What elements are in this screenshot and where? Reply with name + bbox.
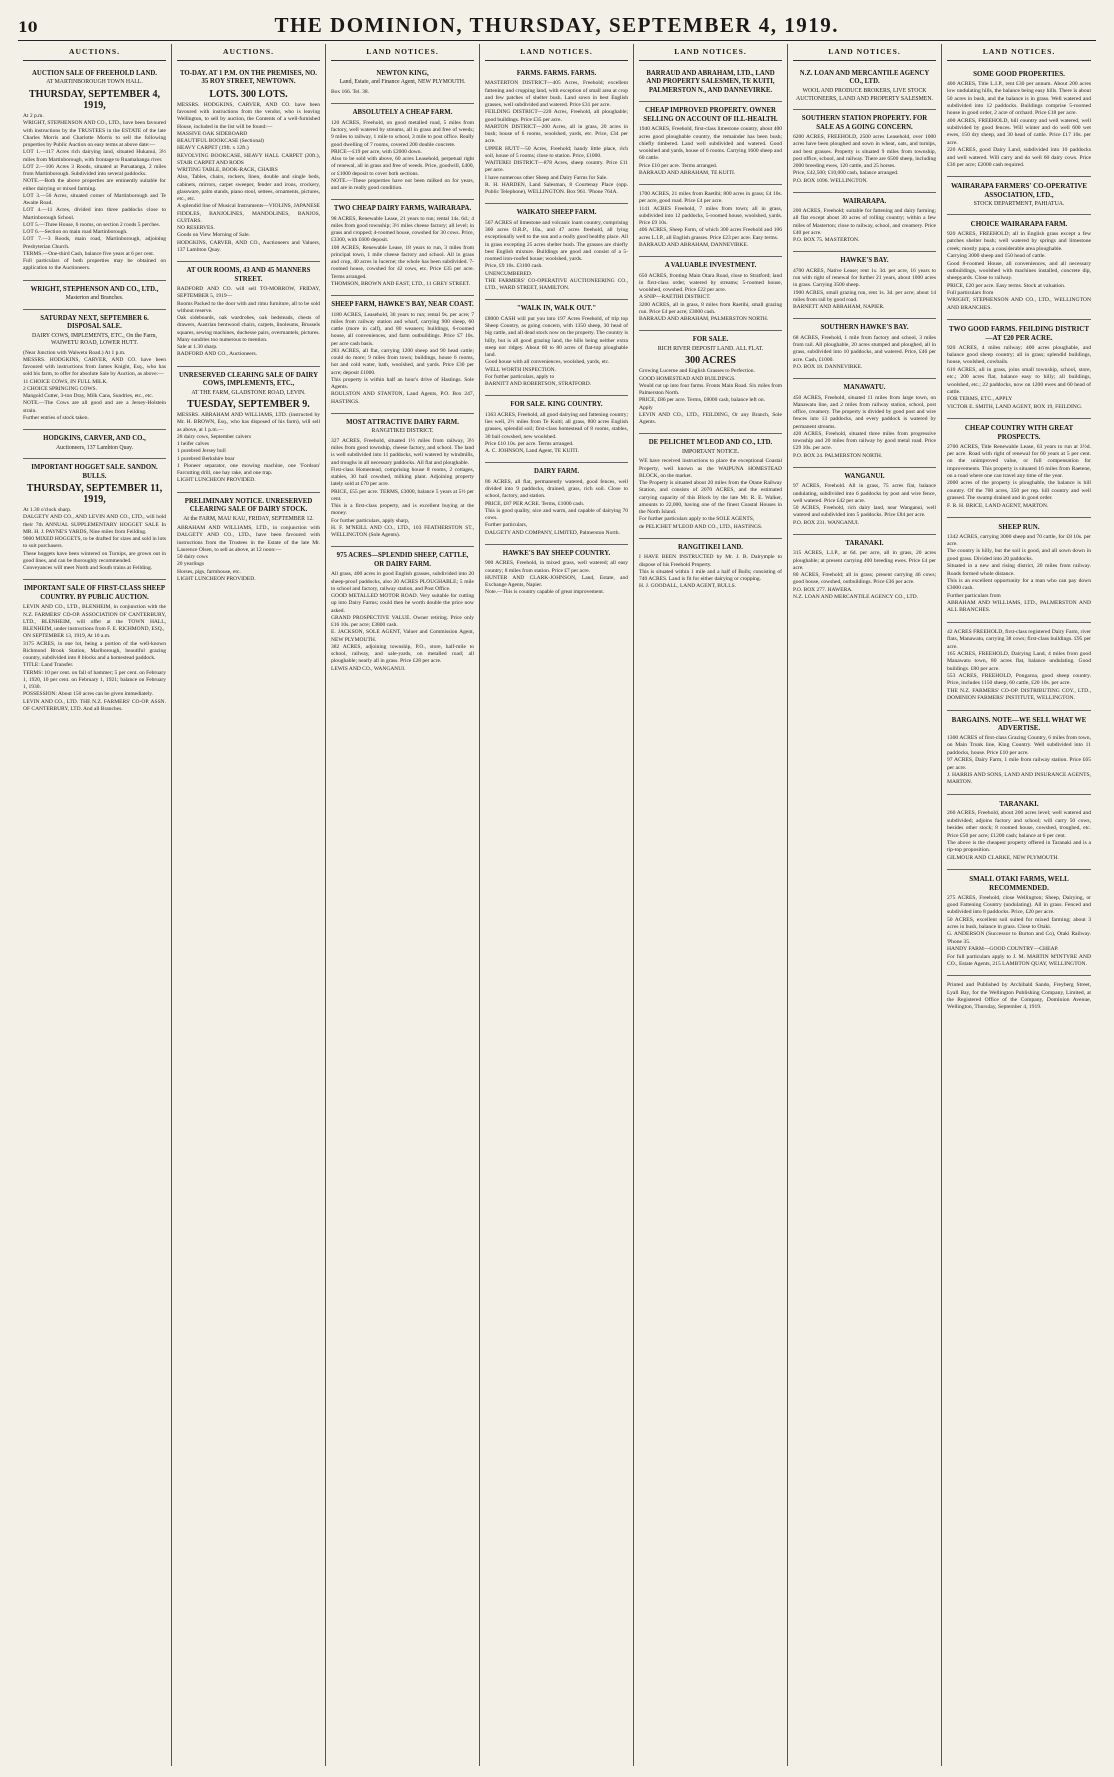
ad-body: (Near Junction with Waiwetu Road.) At 1 p.m. MESSRS. HODGKINS, CARVER, AND CO. have been favoured with instructions from James Knight, Esq., who has sold his farm, to offer for absolute Sale by Auction, as above:— 11 CHOICE COWS, IN FULL MILK. 2 CHOICE SPRINGING COWS. Mangold Cutter, 3-ton Dray, Milk Cans, Sundries, etc., etc. NOTE.—The Cows are all good and are a Jersey-Holstein strain. Further entries of stock taken. [23,349,166,421]
ad-body: 120 ACRES, Freehold, on good metalled road, 5 miles from factory, well watered by streams, all in grass and free of weeds; 9 miles to railway, 1 mile to school, 3 mile to post office. Really good dwelling of 7 rooms, covered 200 double concrete. PRICE—£19 per acre, with £2000 down. Also to be sold with above, 60 acres Leasehold, perpetual right of renewal, all in grass and free of weeds. Price, goodwill, £400, or £1000 deposit to cover both sections. NOTE.—These properties have not been milked on for years, and are in really good condition. [331,119,474,191]
ad-subheading: RANGITIKEI DISTRICT. [371,428,434,435]
advertisement [947,518,1091,623]
advertisement [23,580,166,720]
ad-heading: NEWTON KING, [376,70,429,77]
advertisement [177,493,320,591]
ad-body: 1180 ACRES, Leasehold, 36 years to run; rental 9s. per acre; 7 miles from railway station and wharf, carrying 900 sheep, 60 cattle (more in calf), and 80 weaners; buildings, 6-roomed house, all conveniences, and farm outbuildings. Price £7 10s. per acre cash basis. 283 ACRES, all flat, carrying 1200 sheep and 90 head cattle; could do more; 9 miles from town; buildings, house 6 rooms, hot and cold water, bath, woolshed, and yards. Price £30 per acre; deposit £1000. This property is within half an hour's drive of Hastings. Sole Agents. ROULSTON AND STANTON, Land Agents, P.O. Box 247, HASTINGS. [331,311,474,405]
ad-heading: HAWKE'S BAY SHEEP COUNTRY. [502,549,611,557]
ad-heading: UNRESERVED CLEARING SALE OF DAIRY COWS, IMPLEMENTS, ETC., [178,371,318,388]
ad-body: 1940 ACRES, Freehold, first-class limestone country, about 400 acres good ploughable country, the remainder has been bush; chiefly timbered. Land well subdivided and watered. Good woolshed and yards, house of 6 rooms. Carrying 1600 sheep and 60 cattle. Price £10 per acre. Terms arranged. BARRAUD AND ABRAHAM, TE KUITI. [639,126,782,176]
ad-subheading: AT THE FARM, GLADSTONE ROAD, LEVIN. [191,389,306,396]
advertisement [331,547,474,679]
column-heading: LAND NOTICES. [639,44,782,61]
ad-heading: IMPORTANT HOGGET SALE. SANDON. BULLS. [31,464,158,480]
ad-body: Box 166. Tel. 38. [331,89,370,96]
ad-heading: ABSOLUTELY A CHEAP FARM. [352,109,453,117]
advertisement [485,396,628,463]
advertisement [793,319,936,379]
ad-body: 920 ACRES, 4 miles railway; 400 acres ploughable, and balance good sheep country; all in grass; splendid buildings, house, woolshed, cowbails. 610 ACRES, all in grass, joins small township, school, store, etc.; 200 acres flat, balance easy to hilly; all buildings, woolshed, etc.; 22 paddocks, now on 1200 ewes and 60 head of cattle. FOR TERMS, ETC., APPLY VICTOR E. SMITH, LAND AGENT, BOX 19, FEILDING. [947,344,1091,410]
advertisement [793,110,936,193]
advertisement [639,65,782,102]
column-heading: LAND NOTICES. [947,44,1091,61]
ad-heading: RANGITIKEI LAND. [678,543,743,551]
advertisement [331,65,474,104]
ad-heading: WAIKATO SHEEP FARM. [516,209,597,217]
ad-heading: SHEEP FARM, HAWKE'S BAY, NEAR COAST. [331,301,474,309]
advertisement [177,367,320,493]
advertisement [639,102,782,185]
ad-heading: WRIGHT, STEPHENSON AND CO., LTD., [30,285,159,293]
ad-heading: DE PELICHET M'LEOD AND CO., LTD. [648,439,773,447]
ad-heading: N.Z. LOAN AND MERCANTILE AGENCY CO., LTD. [799,70,930,86]
newspaper-column [480,44,634,1766]
ad-body: RADFORD AND CO. will sell TO-MORROW, FRIDAY, SEPTEMBER 5, 1919— Rooms Packed to the door with and rimu furniture, all to be sold without reserve. Oak sideboards, oak wardrobes, oak bedsteads, chests of drawers, Austrian bentwood chairs, carpets, linoleums, Brussels squares, sewing machines, duchesse pairs, overmantels, pictures. Many sundries too numerous to mention. Sale at 1.30 sharp. RADFORD AND CO., Auctioneers. [177,286,320,358]
advertisement [23,310,166,431]
advertisement [947,215,1091,320]
ad-heading: A VALUABLE INVESTMENT. [664,262,757,270]
advertisement [331,200,474,296]
ad-body: £8000 CASH will put you into 197 Acres Freehold, of trip top Sheep Country, as going concern, with 1350 sheep, 30 head of big cattle, and all dead stock now on the property. The country is hilly, but is all good grazing land, the hills being neither extra steep nor ridgey. About 60 to 80 acres of flat-top ploughable land. Good house with all conveniences, woolshed, yards, etc. WELL WORTH INSPECTION. For further particulars, apply to BARNITT AND ROBERTSON, STRATFORD. [485,315,628,388]
ad-body: 650 ACRES, fronting Main Otara Road, close to Stratford; land in first-class order, watered by streams; 5-roomed house, woolshed, cowshed. Price £22 per acre. A SNIP—RAETIHI DISTRICT. 3200 ACRES, all in grass, 8 miles from Raetihi, small grazing run. Price £4 per acre; £3000 cash. BARRAUD AND ABRAHAM, PALMERSTON NORTH. [639,272,782,323]
advertisement [947,419,1091,518]
ad-body: WE have received instructions to place the exceptional Coastal Property, well known as the WAIPUNA HOMESTEAD BLOCK, on the market. The Property is situated about 20 miles from the Otane Railway Station, and consists of 2070 ACRES, and the estimated carrying capacity of this Block by the late Mr. R. E. Walker, amounts to 22,000, having one of the finest Coastal Houses in the North Island. For further particulars apply to the SOLE AGENTS, de PELICHET M'LEOD AND CO., LTD., HASTINGS. [639,458,782,530]
ad-subheading: AT MARTINBOROUGH TOWN HALL. [46,79,143,86]
advertisement [485,463,628,544]
ad-heading: AUCTION SALE OF FREEHOLD LAND. [32,70,157,77]
advertisement [793,252,936,319]
ad-heading: BARRAUD AND ABRAHAM, LTD., LAND AND PROPERTY SALESMEN, TE KUITI, PALMERSTON N., AND DANNEVIRKE. [646,70,775,94]
advertisement [793,193,936,253]
ad-heading: CHEAP IMPROVED PROPERTY. OWNER SELLING ON ACCOUNT OF ILL-HEALTH. [643,107,778,123]
ad-heading: SOUTHERN HAWKE'S BAY. [820,324,909,332]
ad-body: MASTERTON DISTRICT—405 Acres, Freehold; excellent fattening and cropping land, with exception of small area at crop and few patches of shelter bush. Land sown in best English grasses, well subdivided and watered. Price £31 per acre. FEILDING DISTRICT—220 Acres, Freehold, all ploughable; good buildings. Price £35 per acre. MARTON DISTRICT—200 Acres, all in grass, 20 acres in bush; house of 6 rooms, woolshed, yards, etc. Price, £34 per acre. UPPER HUTT—50 Acres, Freehold; handy little place, rich soil, house of 5 rooms; close to station. Price, £1000. WAITEREI DISTRICT—878 Acres, sheep country. Price £11 per acre. I have numerous other Sheep and Dairy Farms for Sale. R. H. HARDEN, Land Salesman, 8 Courtenay Place (opp. Public Telephone), WELLINGTON. Box 961. 'Phone 764A. [485,80,628,196]
newspaper-column [788,44,942,1766]
ad-body: 450 ACRES, Freehold, situated 11 miles from large town, on Manawatu line, and 2 miles from railway station, school, post office, creamery. The property is divided by good post and wire fences into 13 paddocks, and every paddock is watered by permanent streams. 420 ACRES, Freehold, situated three miles from progressive township and 20 miles from railway by good metal road. Price £29 10s. per acre. P.O. BOX 24. PALMERSTON NORTH. [793,394,936,459]
ad-heading: FARMS. FARMS. FARMS. [516,70,597,77]
ad-heading: TWO CHEAP DAIRY FARMS, WAIRARAPA. [333,205,472,213]
ad-body: 920 ACRES, FREEHOLD; all in English grass except a few patches shelter bush; well watered by springs and limestone creek; mostly papa, a considerable area ploughable. Carrying 3000 sheep and 150 head of cattle. Good 8-roomed House, all conveniences, and all necessary outbuildings, woolshed with machines installed, concrete dip, sheepyards. Close to railway. PRICE, £20 per acre. Easy terms. Stock at valuation. Full particulars from WRIGHT, STEPHENSON AND CO., LTD., WELLINGTON AND BRANCHES. [947,231,1091,311]
ad-body: 42 ACRES FREEHOLD, first-class registered Dairy Farm, river flats, Manawatu, carrying 38 cows; first-class buildings. £95 per acre. 165 ACRES, FREEHOLD, Dairying Land, 4 miles from good Manawatu town, 80 acres flat, balance undulating. Good buildings. £80 per acre. 553 ACRES, FREEHOLD, Pongaroa, good sheep country. Price, includes 1150 sheep, 60 cattle, £20 10s. per acre. THE N.Z. FARMERS' CO-OP. DISTRIBUTING COY., LTD., DOMINION FARMERS' INSTITUTE, WELLINGTON. [947,628,1092,702]
ad-body: At 1.30 o'clock sharp. DALGETY AND CO., AND LEVIN AND CO., LTD., will hold their 7th ANNUAL SUPPLEMENTARY HOGGET SALE In MR. H. J. PAYNE'S YARDS, Nine miles from Feilding. 9000 MIXED HOGGETS, to be drafted for sizes and sold in lots to suit purchasers. These hoggets have been wintered on Turnips, are grown out in good lines, and can be thoroughly recommended. Conveyances will meet North and South trains at Feilding. [23,507,166,572]
ad-date-line: 300 ACRES [685,355,736,367]
ad-heading: CHEAP COUNTRY WITH GREAT PROSPECTS. [964,424,1074,441]
advertisement [639,331,782,434]
advertisement [331,296,474,414]
ad-body: 567 ACRES of limestone and volcanic loam country, comprising 360 acres O.R.P., 10a., and 47 acres freehold, all lying exceptionally well to the sun and a really good healthy place. All in grass excepting 25 acres shelter bush. The grasses are chiefly best English mixture. Buildings are good and consist of a 5-roomed iron-roofed house; woolshed, yards. Price, £9 10s. £3100 cash. UNENCUMBERED. THE FARMERS' CO-OPERATIVE AUCTIONEERING CO., LTD., WARD STREET, HAMILTON. [485,219,628,292]
advertisement [331,414,474,548]
column-heading: LAND NOTICES. [793,44,936,61]
newspaper-title: THE DOMINION, THURSDAY, SEPTEMBER 4, 1919. [274,13,840,37]
ad-body: 200 ACRES, Freehold; suitable for fattening and dairy farming; all flat except about 30 acres of rolling country; within a few miles of Masterton; close to railway, school, and creamery. Price £40 per acre. P.O. BOX 75. MASTERTON. [793,208,936,244]
ad-body: 1342 ACRES, carrying 3000 sheep and 70 cattle, for £8 10s. per acre. The country is hilly, but the soil is good, and all sown down in good grass. Divided into 20 paddocks. Situated in a new and rising district, 20 miles from railway. Roads formed whole distance. This is an excellent opportunity for a man who can pay down £3000 cash. Further particulars from ABRAHAM AND WILLIAMS, LTD., PALMERSTON AND ALL BRANCHES. [947,533,1091,614]
advertisement [947,976,1091,1019]
ad-subheading: IMPORTANT NOTICE. [681,448,740,455]
ad-heading: PRELIMINARY NOTICE. UNRESERVED CLEARING SALE OF DAIRY STOCK. [184,497,313,514]
advertisement [639,257,782,331]
ad-body: 98 ACRES, Renewable Lease, 21 years to run; rental 14s. 6d.; 4 miles from good township; 3½ miles cheese factory; all level; in grass and cropped; 4-roomed house, cowshed for 30 cows. Price, £3300, with £600 deposit. 108 ACRES, Renewable Lease, 18 years to run, 3 miles from principal town, 1 mile cheese factory and school. All in grass and crop, 40 acres in lucerne; the whole has been subdivided. 7-roomed house, cowshed for 42 cows, etc. Price £35 per acre. Terms arranged. THOMSON, BROWN AND EAST, LTD., 11 GREY STREET. [331,215,474,287]
ad-date-line: LOTS. 300 LOTS. [209,88,288,100]
ad-subheading: At the FARM, MAU KAU, FRIDAY, SEPTEMBER 12. [183,515,314,522]
ad-heading: TARANAKI. [999,799,1039,808]
ad-heading: WANGANUI. [844,472,885,480]
advertisement [23,430,166,459]
advertisement [947,320,1091,419]
ad-heading: HAWKE'S BAY. [840,257,889,265]
ad-body: MESSRS. ABRAHAM AND WILLIAMS, LTD. (instructed by Mr. H. BROWN, Esq., who has disposed of his farm), will sell as above, at 1 p.m.— 28 dairy cows, September calvers 1 heifer calves 1 purebred Jersey bull 1 purebred Berkshire boar 1 Pioneer separator, one mowing machine, one 'Fordson' Farcutting drill, one hay rake, and one trap. LIGHT LUNCHEON PROVIDED. [177,412,320,484]
newspaper-column [634,44,788,1766]
advertisement [793,65,936,110]
ad-heading: MANAWATU. [843,384,886,392]
ad-heading: BARGAINS. NOTE—WE SELL WHAT WE ADVERTISE. [951,715,1087,733]
advertisement [485,300,628,396]
advertisement [23,459,166,580]
ad-heading: AT OUR ROOMS, 43 AND 45 MANNERS STREET. [186,267,311,283]
advertisement [639,539,782,598]
advertisement [639,434,782,539]
ad-date-line: THURSDAY, SEPTEMBER 4, 1919, [29,89,160,112]
column-heading: AUCTIONS. [23,44,166,61]
ad-heading: DAIRY FARM. [533,468,580,476]
ad-body: LEVIN AND CO., LTD., BLENHEIM, in conjunction with the N.Z. FARMERS' CO-OP. ASSOCIATION OF CANTERBURY, LTD., BLENHEIM, will offer at the TOWN HALL, BLENHEIM, under instructions from F. E. RICHMOND, ESQ., ON SEPTEMBER 13, 1919, At 10 a.m. 3175 ACRES, in one lot, being a portion of the well-known Richmond Brook Station, Marlborough, beautiful grazing country, subdivided into 8 blocks and a homestead paddock. TITLE: Land Transfer. TERMS: 10 per cent. on fall of hammer; 5 per cent. on February 1, 1920, 10 per cent. on February 1, 1921; balance on February 1, 1930. POSSESSION: About 150 acres can be given immediately. LEVIN AND CO., LTD. THE N.Z. FARMERS' CO-OP. ASSN. OF CANTERBURY, LTD. And all Branches. [23,604,166,712]
advertisement [639,185,782,257]
advertisement [947,711,1091,795]
advertisement [177,262,320,366]
newspaper-column [942,44,1096,1766]
ad-heading: SOUTHERN STATION PROPERTY. FOR SALE AS A GOING CONCERN. [801,115,928,131]
advertisement [23,65,166,281]
ad-heading: SHEEP RUN. [998,522,1040,531]
ad-heading: SMALL OTAKI FARMS, WELL RECOMMENDED. [969,875,1069,892]
column-heading: AUCTIONS. [177,44,320,61]
ad-body: 327 ACRES, Freehold, situated 1½ miles from railway, 3½ miles from good township, cheese factory, and school. The land is well subdivided into 11 paddocks, well watered by windmills, and troughs in all necessary paddocks. All flat and ploughable. First-class Homestead, comprising house 8 rooms, 2 cottages, stables, 30 bail cowshed, milking plant. Adjoining property lately sold at £70 per acre. PRICE, £55 per acre. TERMS, £3000, balance 5 years at 5½ per cent. This is a first-class property, and is excellent buying at the money. For further particulars, apply sharp, H. F. M'NEILL AND CO., LTD., 103 FEATHERSTON ST., WELLINGTON (Sole Agents). [331,437,474,539]
advertisement [23,281,166,310]
ad-heading: 975 ACRES—SPLENDID SHEEP, CATTLE, OR DAIRY FARM. [336,552,469,568]
ad-heading: SOME GOOD PROPERTIES. [973,70,1065,78]
newspaper-column [18,44,172,1766]
ad-subheading: RICH RIVER DEPOSIT LAND. ALL FLAT. [657,345,764,352]
ad-subheading: WOOL AND PRODUCE BROKERS, LIVE STOCK AUCTIONEERS, LAND AND PROPERTY SALESMEN. [796,87,933,102]
masthead [18,6,1096,41]
ad-heading: WAIRARAPA FARMERS' CO-OPERATIVE ASSOCIATION, LTD., [950,182,1088,199]
ad-body: ABRAHAM AND WILLIAMS, LTD., in conjunction with DALGETY AND CO., LTD., have been favoured with instructions from the Trustees in the Estate of the late Mr. Laurence Olsen, to sell as above, at 12 noon:— 50 dairy cows 20 yearlings Horses, pigs, farmhouse, etc. LIGHT LUNCHEON PROVIDED. [177,525,320,582]
ad-body: 400 ACRES, Title L.I.P., rent £30 per annum. About 200 acres low undulating hills, the balance being easy hills. There is about 50 acres in bush, and the balance is in grass. Well watered and subdivided into 12 paddocks. Buildings comprise 5-roomed house in good order, 2 acre of orchard. Price £18 per acre. 400 ACRES, FREEHOLD, hill country and well watered, well subdivided by good fences. Will winter and do well 600 wet ewes, 150 dry sheep, and 30 head of cattle. Price £17 10s. per acre. 220 ACRES, good Dairy Land, subdivided into 10 paddocks and well watered. Will carry and do well 60 dairy cows. Price £36 per acre; £2000 cash required. [947,80,1091,168]
newspaper-column [326,44,480,1766]
advertisement [947,177,1091,215]
ad-heading: "WALK IN, WALK OUT." [516,305,597,313]
ad-body: MESSRS. HODGKINS, CARVER, AND CO. have been favoured with instructions from the vendor, who is leaving Wellington, to sell by auction, the Contents of a well-furnished House, included in the list will be found:— MASSIVE OAK SIDEBOARD BEAUTIFUL BOOKCASE (Sectional) HEAVY CARPET (19ft. x 12ft.) REVOLVING BOOKCASE, HEAVY HALL CARPET (20ft.), STAIR CARPET AND RODS WRITING TABLE, BOOK-RACK, CHAIRS Also, Tables, chairs, rockers, linen, double and single beds, cabinets, mirrors, carpet sweeper, fender and irons, crockery, glassware, palm stands, piano stool, settees, ornaments, pictures, etc., etc. A splendid line of Musical Instruments—VIOLINS, JAPANESE FIDDLES, BANJOLINES, MANDOLINES, BANJOS, GUITARS. NO RESERVES. Goods on View Morning of Sale. HODGKINS, CARVER, AND CO., Auctioneers and Valuers, 137 Lambton Quay. [177,101,320,253]
ad-body: Printed and Published by Archibald Sando, Freyberg Street, Lyall Bay, for the Wellington Publishing Company, Limited, at the Registered Office of the Company, Dominion Avenue, Wellington, Thursday, September 4, 1919. [947,982,1091,1011]
ad-heading: FOR SALE. [692,336,729,344]
ad-body: 97 ACRES, Freehold. All in grass, 75 acres fiat, balance undulating, subdivided into 6 paddocks by post and wire fence, well watered. Price £42 per acre. 50 ACRES, Freehold, rich dairy land, near Wanganui, well watered and subdivided into 5 paddocks. Price £84 per acre. P.O. BOX 231. WANGANUI. [793,483,936,526]
ad-body: 275 ACRES, Freehold, close Wellington; Sheep, Dairying, or good Fattening Country (undulating). All in grass. Fenced and subdivided into 8 paddocks. Price, £20 per acre. 50 ACRES, excellent soil suited for mixed farming; about 3 acres in bush, balance in grass. Close to Otaki. G. ANDERSON (Successor to Burton and Co), Otaki Railway. 'Phone 35. HANDY FARM—GOOD COUNTRY—CHEAP. For full particulars apply to J. M. MARTIN M'INTYRE AND CO., Estate Agents, 215 LAMBTON QUAY, WELLINGTON. [947,894,1091,967]
columns-container [18,44,1096,1766]
ad-body: 4700 ACRES, Native Lease; rent 1s. 3d. per acre, 16 years to run with right of renewal for further 21 years, about 1000 acres in grass. Carrying 3500 sheep. 1900 ACRES, small grazing run, rent 1s. 3d. per acre; about 14 miles from rail by good road. BARNETT AND ABRAHAM, NAPIER. [793,267,936,311]
advertisement [485,204,628,300]
advertisement [947,870,1091,976]
ad-subheading: Auctioneers, 137 Lambton Quay. [55,444,134,451]
column-heading: LAND NOTICES. [331,44,474,61]
advertisement [485,65,628,204]
ad-heading: MOST ATTRACTIVE DAIRY FARM. [346,418,459,426]
page-number: 10 [18,20,38,36]
ad-heading: TO-DAY. AT 1 P.M. ON THE PREMISES, NO. 35 ROY STREET, NEWTOWN. [180,70,317,86]
ad-subheading: DAIRY COWS, IMPLEMENTS, ETC., On the Farm, WAIWETU ROAD, LOWER HUTT. [32,332,157,347]
ad-body: 6200 ACRES, FREEHOLD, 2500 acres Leasehold, over 1000 acres have been ploughed and sown in wheat, oats, and turnips, and best grasses. Property is situated 9 miles from township, post office, school, and railway. There are 6500 sheep, including 2000 breeding ewes, 120 cattle, and 25 horses. Price, £42,500; £10,000 cash, balance arranged. P.O. BOX 1096. WELLINGTON. [793,134,936,184]
advertisement [947,795,1091,870]
ad-heading: WAIRARAPA. [842,197,887,205]
ad-heading: IMPORTANT SALE OF FIRST-CLASS SHEEP COUNTRY. BY PUBLIC AUCTION. [23,585,166,601]
ad-heading: TWO GOOD FARMS. FEILDING DISTRICT—AT £20 PER ACRE. [948,325,1090,342]
ad-body: 86 ACRES, all flat, permanently watered, good fences, well divided into 9 paddocks, drained, grass, rich soil. Close to school, factory, and station. PRICE, £87 PER ACRE. Terms, £1000 cash. This is good quality, nice and warm, and capable of dairying 70 cows. Further particulars, DALGETY AND COMPANY, LIMITED, Palmerston North. [485,478,628,536]
advertisement [485,545,628,604]
advertisement [793,379,936,468]
ad-heading: CHOICE WAIRARAPA FARM. [970,220,1068,229]
ad-body: 1300 ACRES of first-class Grazing Country, 6 miles from town, on Main Trunk line, King Country. Well subdivided into 11 paddocks, house. Price £10 per acre. 97 ACRES, Dairy Farm, 1 mile from railway station. Price £65 per acre. J. HARRIS AND SONS, LAND AND INSURANCE AGENTS, MARTON. [947,735,1091,786]
advertisement [793,468,936,535]
ad-date-line: THURSDAY, SEPTEMBER 11, 1919, [26,483,163,506]
ad-body: Growing Lucerne and English Grasses to Perfection. GOOD HOMESTEAD AND BUILDINGS. Would cut up into four farms. Fronts Main Road. Six miles from Palmerston North. PRICE, £86 per acre. Terms, £8000 cash, balance left on. Apply LEVIN AND CO., LTD., FEILDING, Or any Branch, Sole Agents. [639,368,782,426]
ad-body: 1363 ACRES, Freehold, all good dairying and fattening country; lies well, 2½ miles from Te Kuiti; all grass, 800 acres English grasses, splendid soil; first-class homestead of 8 rooms, stables, 30 bail cowshed, new woolshed. Price £10 10s. per acre. Terms arranged. A. C. JOHNSON, Land Agent, TE KUITI. [485,411,628,455]
advertisement [793,535,936,608]
ad-subheading: Masterton and Branches. [65,295,124,301]
ad-body: 315 ACRES, L.I.P., at 6d. per acre, all in grass, 20 acres ploughable; at present carrying 400 breeding ewes. Price £4 per acre. 80 ACRES, Freehold; all in grass; present carrying 46 cows; good house, cowshed, outbuildings. Price £36 per acre. P.O. BOX 277. HAWERA. N.Z. LOAN AND MERCANTILE AGENCY CO., LTD. [793,550,936,600]
ad-body: 2700 ACRES, Title Renewable Lease, 63 years to run at 3½d. per acre. Road with right of renewal for 60 years at 5 per cent. on the unimproved value, or full compensation for improvements. This property is situated 16 miles from Raetene, on a road where one can travel any time of the year. 2000 acres of the property is ploughable, the balance is hill country. Of the 700 acres, 350 per rep. hill country and well grassed. The swamp drained and in good order. F. R. H. BRICE, LAND AGENT, MARTON. [947,443,1091,509]
ad-body: 900 ACRES, Freehold, in mixed grass, well watered; all easy country; 8 miles from station. Price £7 per acre. HUNTER AND CLARK-JOHNSON, Land, Estate, and Exchange Agents, Napier. Note.—This is country capable of great improvement. [485,560,628,596]
newspaper-column [172,44,326,1766]
ad-subheading: Land, Estate, and Finance Agent, NEW PLYMOUTH. [339,79,466,86]
advertisement [947,623,1091,711]
advertisement [177,65,320,262]
ad-date-line: TUESDAY, SEPTEMBER 9. [187,399,310,411]
ad-heading: TARANAKI. [845,539,884,547]
ad-body: 260 ACRES, Freehold, about 200 acres level; well watered and subdivided; adjoins factory and school; will carry 50 cows, besides other stock; 8 roomed house, cowshed, troughed, etc. Price £50 per acre; £1200 cash; balance at 6 per cent. The above is the cheapest property offered in Taranaki and is a tip-top proposition. GILMOUR AND CLARKE, NEW PLYMOUTH. [947,810,1091,861]
advertisement [331,104,474,200]
ad-body: At 2 p.m. WRIGHT, STEPHENSON AND CO., LTD., have been favoured with instructions by the TRUSTEES in the ESTATE of the late Charles Morris and Charlotte Morris to sell the following properties by Public Auction on easy terms at above date:— LOT 1.—117 Acres rich dairying land, situated Hukanui, 3½ miles from Martinborough, with frontage to Ruamahanga river. LOT 2.—106 Acres 3 Roods, situated at Puruatanga, 2 miles from Martinborough. Subdivided into several paddocks. NOTE.—Both the above properties are eminently suitable for either dairying or mixed farming. LOT 3.—56 Acres, situated corner of Martinborough and Te Awaite Road. LOT 4.—11 Acres, divided into three paddocks close to Martinborough School. LOT 5.—Three House, 6 rooms, on section 2 roods 5 perches. LOT 6.—Section on main road Martinborough. LOT 7.—3 Roods, main road, Martinborough, adjoining Presbyterian Church. TERMS.—One-third Cash, balance five years at 6 per cent. Full particulars of both properties may be obtained on application to the Auctioneers. [23,113,166,272]
column-heading: LAND NOTICES. [485,44,628,61]
ad-body: I HAVE BEEN INSTRUCTED by Mr. J. B. Dalrymple to dispose of his Freehold Property. This is situated within 1 mile and a half of Bulls; consisting of 740 ACRES. Land is fit for either dairying or cropping. H. J. GOODALL, LAND AGENT, BULLS. [639,554,782,590]
ad-heading: HODGKINS, CARVER, AND CO., [43,435,146,443]
ad-body: 1700 ACRES, 21 miles from Raetihi; 800 acres in grass; £4 10s. per acre, good road. Price £4 per acre. 1141 ACRES Freehold, 7 miles from town; all in grass, subdivided into 12 paddocks, 5-roomed house, woolshed, yards. Price £9 10s. 406 ACRES, Sheep Farm, of which 300 acres Freehold and 106 acres L.I.P., all English grasses. Price £23 per acre. Easy terms. BARRAUD AND ABRAHAM, DANNEVIRKE. [639,191,782,248]
ad-heading: SATURDAY NEXT, SEPTEMBER 6. DISPOSAL SALE. [40,314,149,331]
ad-body: 68 ACRES, Freehold, 1 mile from factory and school, 3 miles from rail. All ploughable, 20 acres stumped and ploughed, all in grass, subdivided into 10 paddocks, and watered. Price, £46 per acre. Cash, £1000. P.O. BOX 18. DANNEVIRKE. [793,334,936,370]
ad-heading: FOR SALE. KING COUNTRY. [510,401,603,409]
advertisement [947,65,1091,177]
ad-body: All grass, 400 acres in good English grasses, subdivided into 20 sheep-proof paddocks, also 20 ACRES PLOUGHABLE; 5 mile to school and factory, railway station, and Post Office. GOOD METALLED MOTOR ROAD. Very suitable for cutting up into Dairy Farms; could then be worth double the price now asked. GRAND PROSPECTIVE VALUE. Owner retiring. Price only £16 10s. per acre; £3800 cash. E. JACKSON, SOLE AGENT, Valuer and Commission Agent, NEW PLYMOUTH. 382 ACRES, adjoining township, P.O., store, half-mile to school, railway, and sale-yards, on metalled road; all ploughable; nearly all in grass. Price £28 per acre. LEWIS AND CO., WANGANUI. [331,571,474,672]
ad-subheading: STOCK DEPARTMENT, PAHIATUA. [973,200,1065,207]
